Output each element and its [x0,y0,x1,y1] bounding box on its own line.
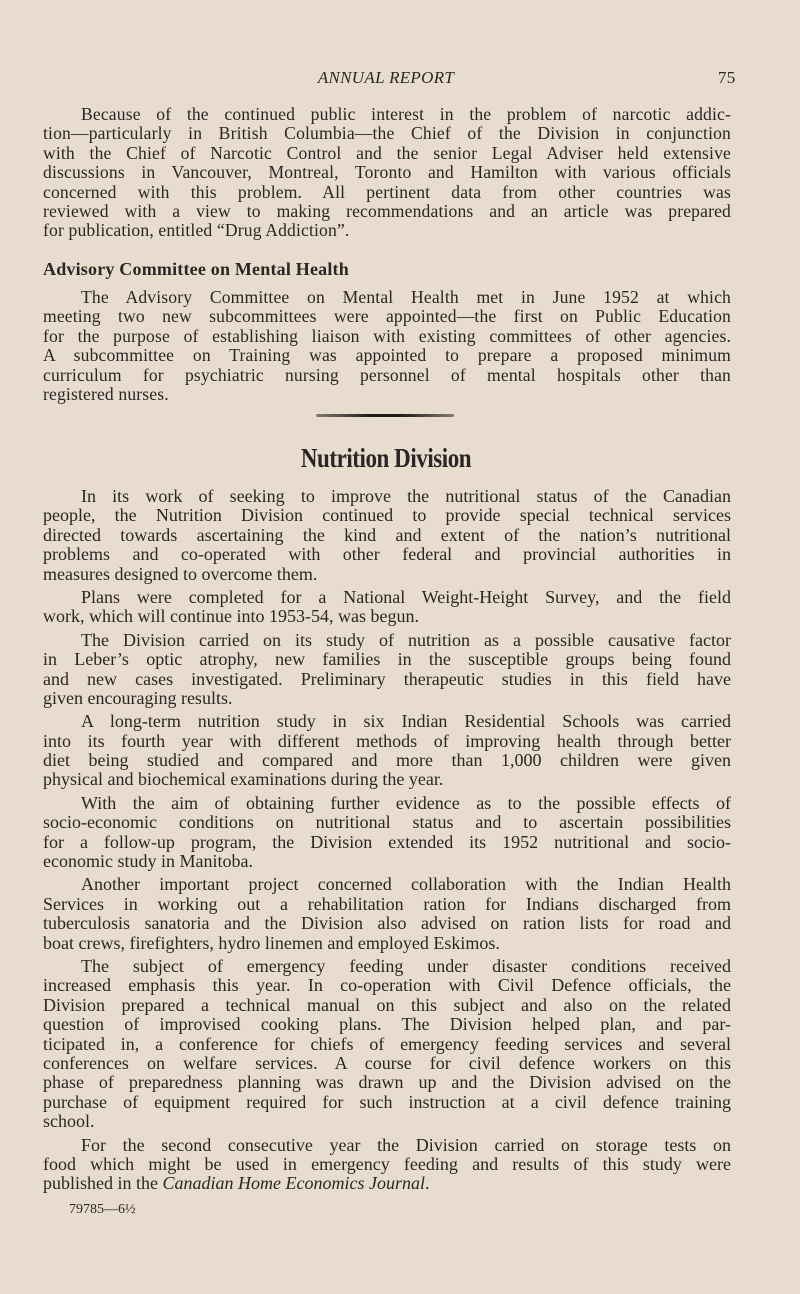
text-line: purchase of equipment required for such instruction at a civil defence training [43,1091,731,1112]
paragraph [43,794,731,872]
narcotic-paragraph [43,105,731,245]
paragraph [43,588,731,627]
text-line: discussions in Vancouver, Montreal, Toronto and Hamilton with various officials [43,162,731,183]
text-line: Services in working out a rehabilitation ration for Indians discharged from [43,893,731,914]
text-line: concerned with this problem. All pertinent data from other countries was [43,181,731,202]
journal-title: Canadian Home Economics Journal [162,1173,425,1194]
text-line: given encouraging results. [43,687,233,708]
text-line: Another important project concerned collaboration with the Indian Health [81,874,731,895]
advisory-heading: Advisory Committee on Mental Health [43,259,349,279]
text-line: Plans were completed for a National Weight-Height Survey, and the field [81,586,731,607]
paragraph [43,288,731,404]
text-line: ticipated in, a conference for chiefs of emergency feeding services and several [43,1033,731,1054]
text-line: diet being studied and compared and more than 1,000 children were given [43,750,731,771]
text-line: food which might be used in emergency feeding and results of this study were [43,1153,731,1174]
text-line: For the second consecutive year the Division carried on storage tests on [81,1134,731,1155]
text-line: for a follow-up program, the Division extended its 1952 nutritional and socio- [43,831,731,852]
text-line: A long-term nutrition study in six Indian Residential Schools was carried [81,711,731,732]
page-number: 75 [718,68,736,87]
section-title: Nutrition Division [300,443,472,473]
paragraph [43,712,731,790]
text-line: for the purpose of establishing liaison with existing committees of other agencies. [43,325,731,346]
text-line [43,1174,731,1193]
paragraph [43,631,731,709]
text-line: tuberculosis sanatoria and the Division also advised on ration lists for road and [43,913,731,934]
text-line: work, which will continue into 1953-54, was begun. [43,606,419,627]
text-line: registered nurses. [43,383,169,404]
text-line: The Division carried on its study of nutrition as a possible causative factor [81,629,731,650]
text-line: increased emphasis this year. In co-operation with Civil Defence officials, the [43,975,731,996]
text-line: tion—particularly in British Columbia—the Chief of the Division in conjunction [43,123,731,144]
text-line: directed towards ascertaining the kind and extent of the nation’s nutritional [43,524,731,545]
text-line: and new cases investigated. Preliminary therapeutic studies in this field have [43,668,731,689]
text-line: phase of preparedness planning was drawn up and the Division advised on the [43,1072,731,1093]
advisory-paragraph [43,288,731,408]
text-line: The subject of emergency feeding under disaster conditions received [81,955,731,976]
text-line: question of improvised cooking plans. The Division helped plan, and par- [43,1014,731,1035]
text-line: with the Chief of Narcotic Control and the senior Legal Adviser held extensive [43,142,731,163]
text-line: for publication, entitled “Drug Addiction”. [43,220,350,241]
paragraph [43,957,731,1132]
text-line: measures designed to overcome them. [43,563,318,584]
text-line: physical and biochemical examinations during the year. [43,769,444,790]
text-line: problems and co-operated with other federal and provincial authorities in [43,544,731,565]
text-line: boat crews, firefighters, hydro linemen and employed Eskimos. [43,932,500,953]
text-line: in Leber’s optic atrophy, new families in the susceptible groups being found [43,649,731,670]
text-line: The Advisory Committee on Mental Health met in June 1952 at which [81,287,731,307]
text-line: meeting two new subcommittees were appointed—the first on Public Education [43,306,731,327]
print-code: 79785—6½ [69,1202,136,1217]
text-line: A subcommittee on Training was appointed to prepare a proposed minimum [43,345,731,366]
text: published in the [43,1173,163,1194]
text-line: curriculum for psychiatric nursing personnel of mental hospitals other than [43,364,731,385]
paragraph [43,487,731,584]
text-line: reviewed with a view to making recommendations and an article was prepared [43,200,731,221]
section-divider [316,414,454,417]
text-line: economic study in Manitoba. [43,851,253,872]
text-line: people, the Nutrition Division continued to provide special technical services [43,505,731,526]
text-line: socio-economic conditions on nutritional status and to ascertain possibilities [43,812,731,833]
text-line: In its work of seeking to improve the nutritional status of the Canadian [81,486,731,506]
paragraph [43,105,731,241]
text-line: into its fourth year with different methods of improving health through better [43,730,731,751]
text-line: Because of the continued public interest in the problem of narcotic addic- [81,104,731,124]
text-line: conferences on welfare services. A course for civil defence workers on this [43,1052,731,1073]
text-line: Division prepared a technical manual on this subject and also on the related [43,994,731,1015]
nutrition-body [43,487,731,1198]
text-line: With the aim of obtaining further evidence as to the possible effects of [81,792,731,813]
text: . [424,1173,430,1194]
running-title: ANNUAL REPORT [317,68,455,87]
paragraph [43,1136,731,1194]
paragraph [43,875,731,953]
text-line: school. [43,1111,95,1132]
